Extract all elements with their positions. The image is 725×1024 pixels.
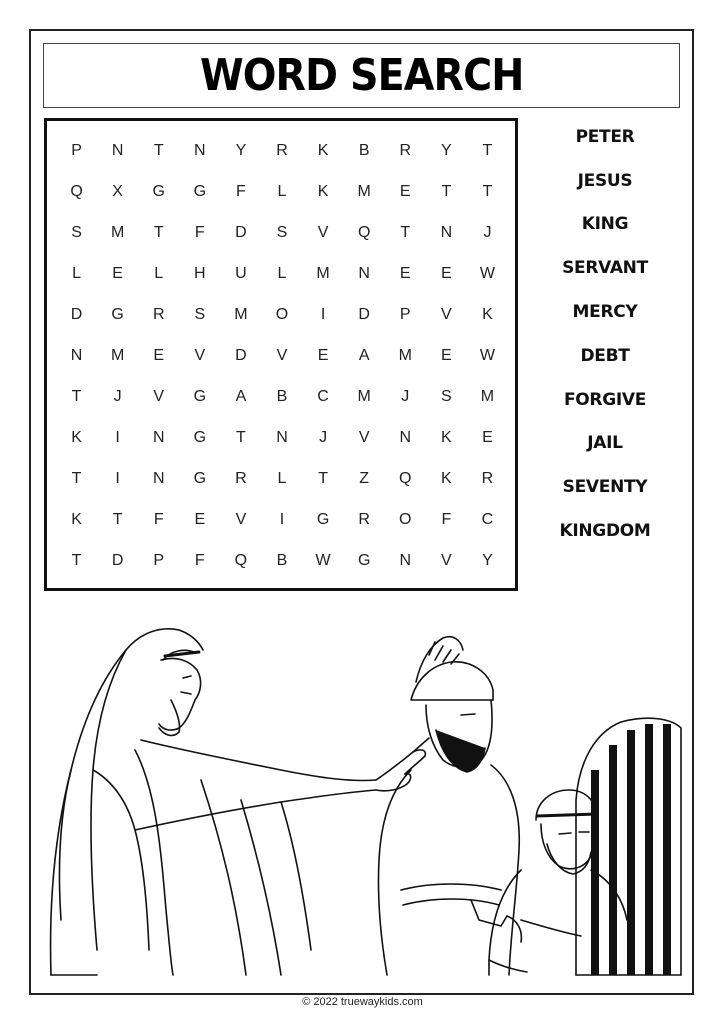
grid-cell: N bbox=[399, 428, 412, 446]
grid-cell: T bbox=[153, 141, 164, 159]
grid-cell: N bbox=[276, 428, 288, 446]
grid-cell: N bbox=[152, 428, 165, 446]
grid-cell: T bbox=[112, 510, 123, 528]
grid-cell: C bbox=[317, 387, 329, 405]
grid-cell: G bbox=[193, 428, 207, 446]
word-list-item: MERCY bbox=[572, 302, 638, 323]
grid-cell: F bbox=[153, 510, 164, 528]
grid-cell: K bbox=[482, 305, 493, 323]
grid-cell: R bbox=[276, 141, 288, 159]
grid-cell: K bbox=[71, 510, 82, 528]
grid-cell: M bbox=[398, 346, 412, 364]
grid-cell: I bbox=[115, 428, 120, 446]
grid-cell: F bbox=[236, 182, 246, 200]
grid-cell: P bbox=[71, 141, 82, 159]
grid-cell: O bbox=[275, 305, 289, 323]
grid-cell: F bbox=[194, 223, 205, 241]
king-figure bbox=[51, 629, 429, 975]
grid-cell: E bbox=[399, 264, 411, 282]
grid-cell: Q bbox=[399, 469, 412, 487]
word-search-grid bbox=[56, 130, 508, 581]
grid-cell: T bbox=[482, 141, 493, 159]
soldier-figure bbox=[378, 637, 521, 975]
word-list-item: FORGIVE bbox=[563, 389, 647, 410]
grid-cell: K bbox=[317, 182, 329, 200]
word-list-item: SEVENTY bbox=[562, 477, 648, 498]
grid-cell: B bbox=[276, 387, 288, 405]
grid-cell: Q bbox=[70, 182, 83, 200]
grid-cell: S bbox=[71, 223, 82, 241]
grid-cell: R bbox=[481, 469, 494, 487]
word-list-item: KING bbox=[581, 214, 629, 235]
grid-cell: A bbox=[358, 346, 370, 364]
grid-cell: Q bbox=[234, 551, 248, 569]
grid-cell: Y bbox=[482, 551, 493, 569]
grid-cell: W bbox=[479, 264, 495, 282]
grid-cell: L bbox=[277, 264, 287, 282]
grid-cell: L bbox=[154, 264, 164, 282]
grid-cell: G bbox=[152, 182, 165, 200]
grid-cell: L bbox=[72, 264, 81, 282]
word-list-item: PETER bbox=[575, 126, 635, 147]
grid-cell: T bbox=[400, 223, 411, 241]
grid-cell: E bbox=[482, 428, 493, 446]
grid-cell: V bbox=[317, 223, 329, 241]
grid-cell: E bbox=[153, 346, 165, 364]
grid-cell: N bbox=[152, 469, 165, 487]
grid-cell: C bbox=[481, 510, 494, 528]
grid-cell: D bbox=[70, 305, 83, 323]
grid-cell: V bbox=[441, 551, 452, 569]
grid-cell: G bbox=[316, 510, 330, 528]
word-list-item: SERVANT bbox=[562, 258, 648, 279]
grid-cell: M bbox=[110, 223, 125, 241]
grid-cell: R bbox=[235, 469, 247, 487]
grid-cell: Q bbox=[357, 223, 371, 241]
grid-cell: I bbox=[115, 469, 120, 487]
jail-door bbox=[576, 718, 681, 975]
grid-cell: J bbox=[401, 387, 410, 405]
grid-cell: T bbox=[71, 387, 82, 405]
grid-cell: M bbox=[357, 387, 371, 405]
grid-cell: P bbox=[153, 551, 165, 569]
grid-cell: N bbox=[194, 141, 206, 159]
grid-cell: V bbox=[235, 510, 247, 528]
word-list bbox=[540, 115, 670, 553]
grid-cell: K bbox=[317, 141, 329, 159]
grid-cell: M bbox=[110, 346, 125, 364]
grid-cell: K bbox=[441, 428, 452, 446]
grid-cell: R bbox=[358, 510, 370, 528]
grid-cell: V bbox=[153, 387, 165, 405]
grid-cell: N bbox=[358, 264, 370, 282]
grid-cell: M bbox=[357, 182, 371, 200]
grid-cell: M bbox=[234, 305, 248, 323]
grid-cell: T bbox=[318, 469, 328, 487]
word-list-item: JESUS bbox=[577, 170, 633, 191]
grid-cell: D bbox=[111, 551, 124, 569]
grid-cell: N bbox=[111, 141, 124, 159]
grid-cell: Y bbox=[235, 141, 247, 159]
grid-cell: N bbox=[399, 551, 412, 569]
grid-cell: G bbox=[193, 387, 207, 405]
grid-cell: N bbox=[440, 223, 453, 241]
grid-cell: T bbox=[482, 182, 493, 200]
grid-cell: Y bbox=[441, 141, 452, 159]
grid-cell: W bbox=[315, 551, 331, 569]
grid-cell: R bbox=[399, 141, 412, 159]
grid-cell: G bbox=[357, 551, 371, 569]
grid-cell: V bbox=[194, 346, 206, 364]
grid-cell: L bbox=[277, 182, 287, 200]
grid-cell: E bbox=[112, 264, 123, 282]
grid-cell: F bbox=[194, 551, 205, 569]
grid-cell: U bbox=[235, 264, 247, 282]
grid-cell: V bbox=[276, 346, 288, 364]
grid-cell: K bbox=[71, 428, 82, 446]
grid-cell: O bbox=[399, 510, 412, 528]
grid-cell: J bbox=[113, 387, 122, 405]
grid-cell: D bbox=[235, 346, 247, 364]
page-title: WORD SEARCH bbox=[199, 50, 524, 101]
grid-cell: G bbox=[193, 469, 207, 487]
grid-cell: J bbox=[483, 223, 492, 241]
grid-cell: T bbox=[236, 428, 246, 446]
grid-cell: E bbox=[194, 510, 206, 528]
grid-cell: S bbox=[194, 305, 206, 323]
grid-cell: F bbox=[441, 510, 452, 528]
grid-cell: I bbox=[320, 305, 326, 323]
grid-cell: B bbox=[276, 551, 288, 569]
grid-cell: W bbox=[479, 346, 495, 364]
grid-cell: H bbox=[194, 264, 206, 282]
grid-cell: Z bbox=[359, 469, 370, 487]
grid-cell: G bbox=[193, 182, 207, 200]
grid-cell: T bbox=[441, 182, 452, 200]
word-list-item: KINGDOM bbox=[559, 521, 651, 542]
grid-cell: T bbox=[153, 223, 164, 241]
grid-cell: E bbox=[441, 346, 452, 364]
grid-cell: B bbox=[358, 141, 370, 159]
grid-cell: E bbox=[317, 346, 329, 364]
grid-cell: J bbox=[319, 428, 328, 446]
grid-cell: M bbox=[316, 264, 330, 282]
grid-cell: V bbox=[441, 305, 452, 323]
grid-cell: L bbox=[277, 469, 287, 487]
word-list-item: JAIL bbox=[587, 433, 623, 454]
word-list-item: DEBT bbox=[580, 345, 630, 366]
grid-cell: S bbox=[276, 223, 288, 241]
title-box bbox=[43, 43, 680, 108]
parable-illustration bbox=[31, 620, 692, 993]
grid-cell: T bbox=[71, 469, 82, 487]
grid-cell: P bbox=[399, 305, 411, 323]
grid-cell: D bbox=[358, 305, 370, 323]
grid-cell: G bbox=[111, 305, 124, 323]
grid-cell: E bbox=[399, 182, 411, 200]
prisoner-figure bbox=[489, 790, 627, 975]
grid-cell: D bbox=[235, 223, 247, 241]
word-search-grid-frame bbox=[44, 118, 518, 591]
grid-cell: K bbox=[441, 469, 452, 487]
grid-cell: T bbox=[71, 551, 82, 569]
grid-cell: N bbox=[70, 346, 83, 364]
copyright-footer: © 2022 truewaykids.com bbox=[302, 996, 423, 1008]
grid-cell: M bbox=[480, 387, 495, 405]
grid-cell: A bbox=[235, 387, 247, 405]
grid-cell: X bbox=[112, 182, 123, 200]
grid-cell: V bbox=[358, 428, 370, 446]
grid-cell: I bbox=[279, 510, 285, 528]
grid-cell: R bbox=[152, 305, 165, 323]
grid-cell: S bbox=[441, 387, 452, 405]
grid-cell: E bbox=[441, 264, 452, 282]
